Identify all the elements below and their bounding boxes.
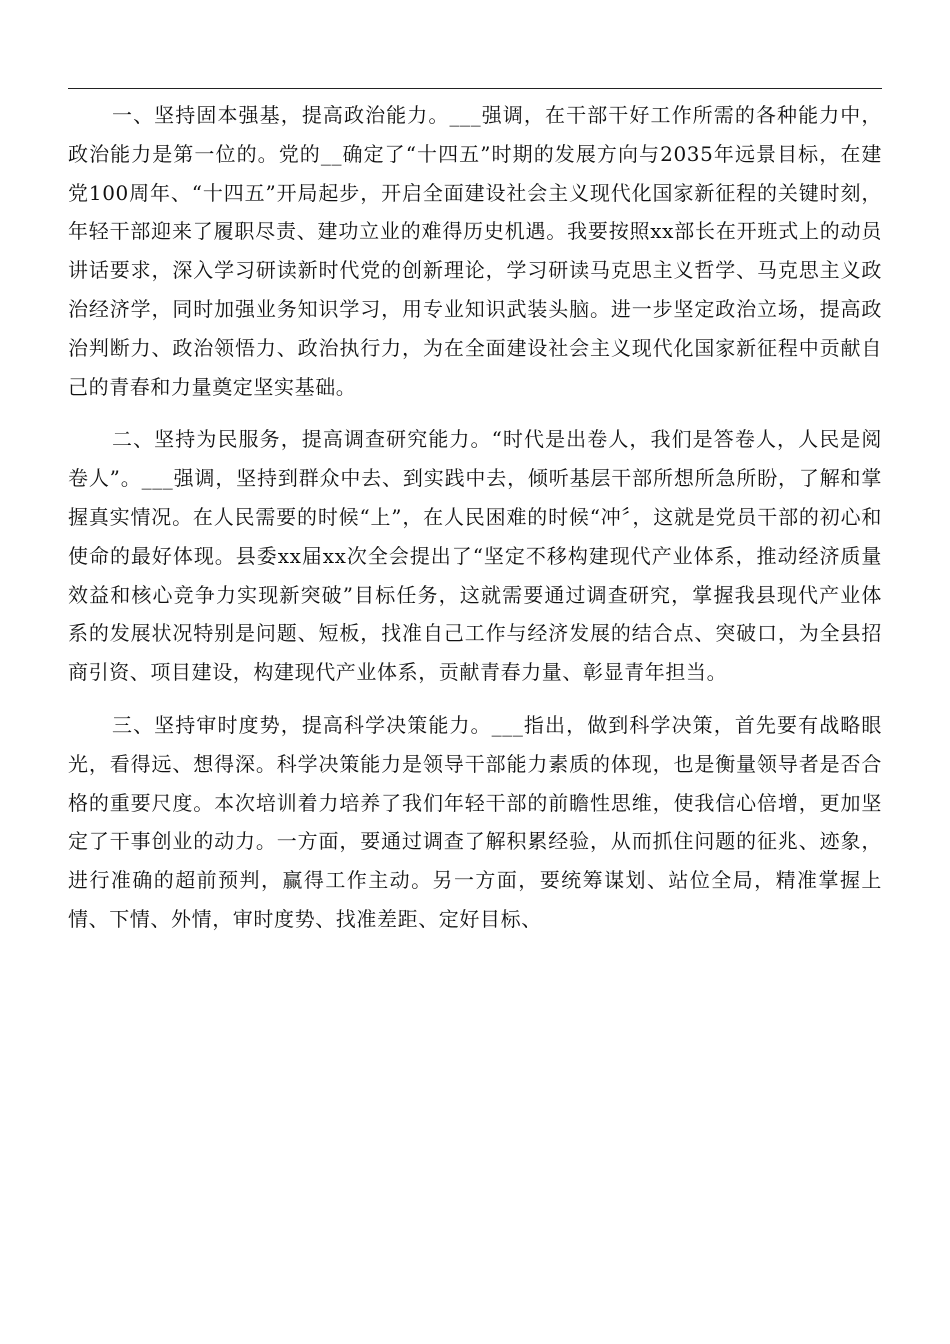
document-body xyxy=(68,96,882,953)
header-rule xyxy=(68,88,882,89)
paragraph-investigation-ability: 二、坚持为民服务，提高调查研究能力。“时代是出卷人，我们是答卷人，人民是阅卷人”。___强调，坚持到群众中去、到实践中去，倾听基层干部所想所急所盼，了解和掌握真实情况。在人民需要的时候“上”，在人民困难的时候“冲〞，这就是党员干部的初心和使命的最好体现。县委xx届xx次全会提出了“坚定不移构建现代产业体系，推动经济质量效益和核心竞争力实现新突破”目标任务，这就需要通过调查研究，掌握我县现代产业体系的发展状况特别是问题、短板，找准自己工作与经济发展的结合点、突破口，为全县招商引资、项目建设，构建现代产业体系，贡献青春力量、彰显青年担当。 xyxy=(68,427,882,685)
paragraph-decision-ability: 三、坚持审时度势，提高科学决策能力。___指出，做到科学决策，首先要有战略眼光，看得远、想得深。科学决策能力是领导干部能力素质的体现，也是衡量领导者是否合格的重要尺度。本次培训着力培养了我们年轻干部的前瞻性思维，使我信心倍增，更加坚定了干事创业的动力。一方面，要通过调查了解积累经验，从而抓住问题的征兆、迹象，进行准确的超前预判，赢得工作主动。另一方面，要统筹谋划、站位全局，精准掌握上情、下情、外情，审时度势、找准差距、定好目标、 xyxy=(68,712,882,931)
paragraph-political-ability: 一、坚持固本强基，提高政治能力。___强调，在干部干好工作所需的各种能力中，政治能力是第一位的。党的__确定了“十四五”时期的发展方向与2035年远景目标，在建党100周年、“十四五”开局起步，开启全面建设社会主义现代化国家新征程的关键时刻，年轻干部迎来了履职尽责、建功立业的难得历史机遇。我要按照xx部长在开班式上的动员讲话要求，深入学习研读新时代党的创新理论，学习研读马克思主义哲学、马克思主义政治经济学，同时加强业务知识学习，用专业知识武装头脑。进一步坚定政治立场，提高政治判断力、政治领悟力、政治执行力，为在全面建设社会主义现代化国家新征程中贡献自己的青春和力量奠定坚实基础。 xyxy=(68,103,882,399)
